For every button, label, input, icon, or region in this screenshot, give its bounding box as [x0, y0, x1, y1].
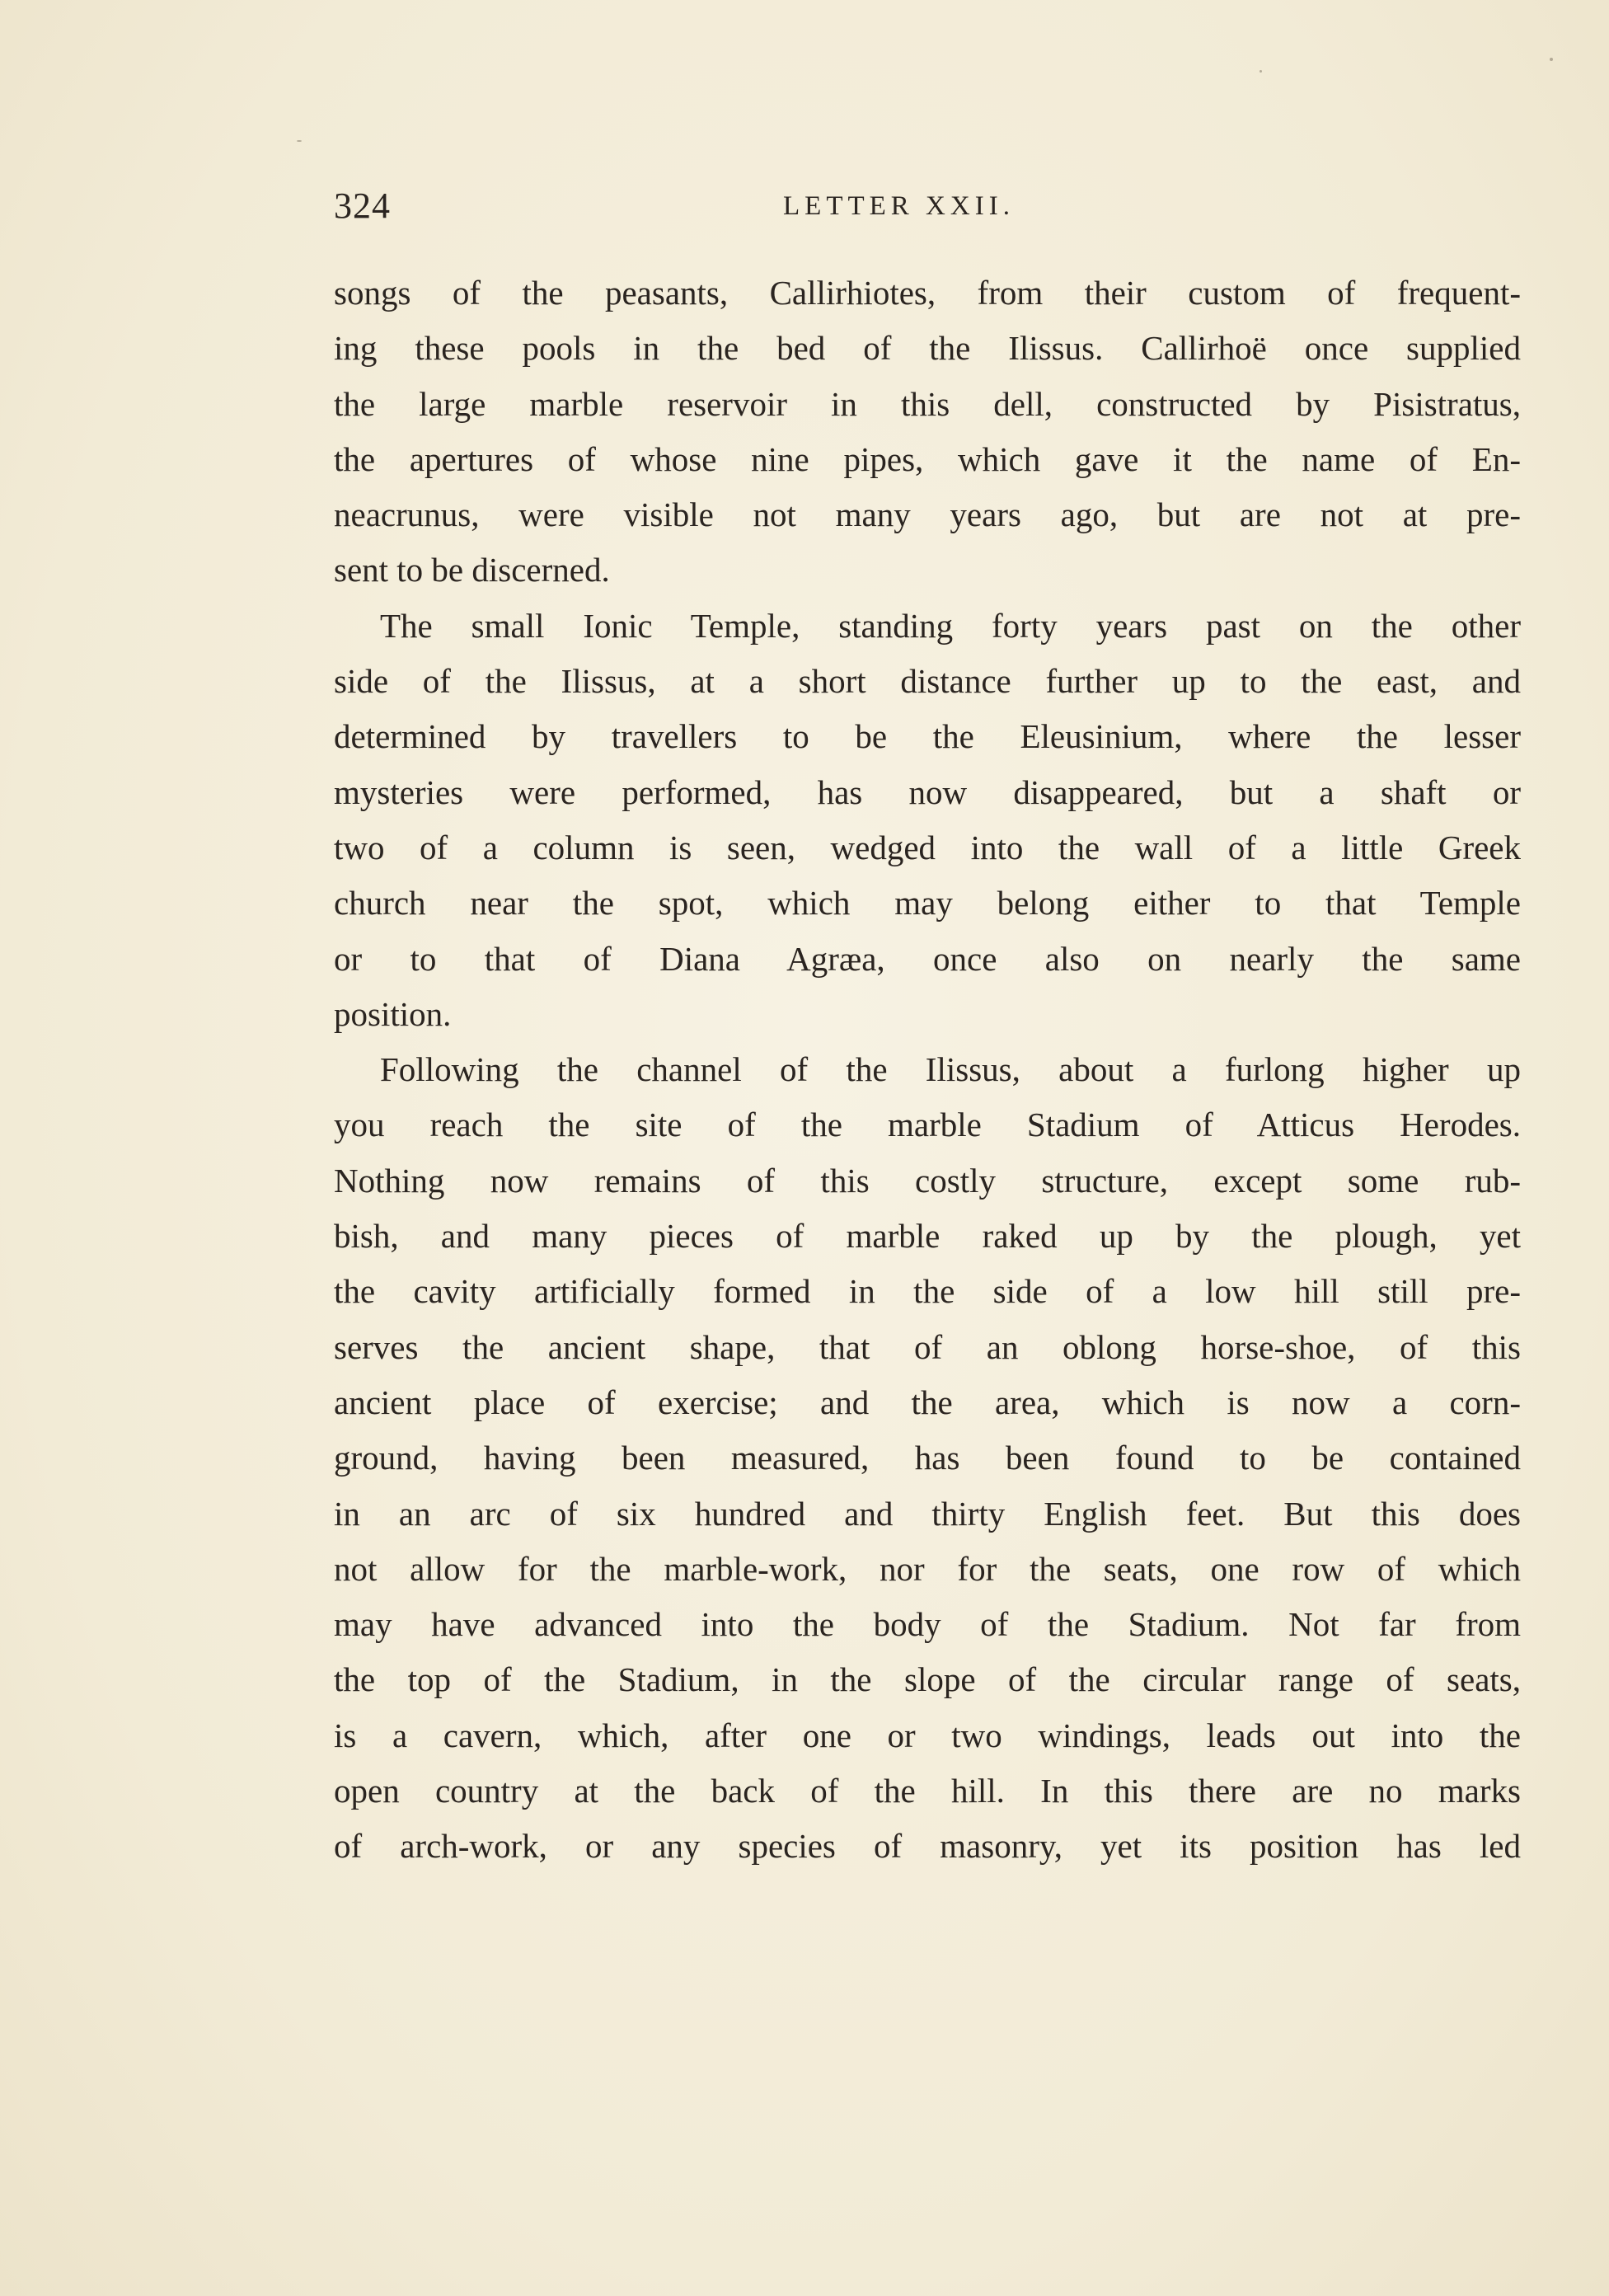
text-line: the apertures of whose nine pipes, which gave it the name of En-: [334, 439, 1521, 478]
text-line: church near the spot, which may belong either to that Temple: [334, 884, 1521, 923]
text-line: Nothing now remains of this costly structure, except some rub-: [334, 1161, 1521, 1200]
text-line: side of the Ilissus, at a short distance further up to the east, and: [334, 662, 1521, 701]
text-line: position.: [334, 994, 452, 1033]
text-line: the large marble reservoir in this dell, constructed by Pisistratus,: [334, 384, 1521, 423]
text-line: the top of the Stadium, in the slope of the circular range of seats,: [334, 1660, 1521, 1699]
text-line: you reach the site of the marble Stadium of Atticus Herodes.: [334, 1106, 1521, 1144]
text-line: ancient place of exercise; and the area, which is now a corn-: [334, 1383, 1521, 1421]
text-line: two of a column is seen, wedged into the wall of a little Greek: [334, 828, 1521, 866]
text-line: ing these pools in the bed of the Ilissus. Callirhoë once supplied: [334, 329, 1521, 368]
text-line: neacrunus, were visible not many years ago, but are not at pre-: [334, 495, 1521, 534]
text-line: ground, having been measured, has been found to be contained: [334, 1439, 1521, 1477]
paper-speck: [297, 140, 302, 142]
paper-speck: [1260, 70, 1262, 73]
paper-speck: [1550, 58, 1553, 61]
text-line: in an arc of six hundred and thirty English feet. But this does: [334, 1494, 1521, 1533]
text-line: serves the ancient shape, that of an oblong horse-shoe, of this: [334, 1327, 1521, 1366]
text-line: Following the channel of the Ilissus, about a furlong higher up: [380, 1050, 1521, 1089]
body-text: [334, 265, 1521, 1875]
text-line: determined by travellers to be the Eleusinium, where the lesser: [334, 717, 1521, 756]
text-line: sent to be discerned.: [334, 551, 610, 589]
text-line: open country at the back of the hill. In this there are no marks: [334, 1772, 1521, 1810]
text-line: or to that of Diana Agræa, once also on nearly the same: [334, 939, 1521, 978]
text-line: The small Ionic Temple, standing forty years past on the other: [380, 606, 1521, 645]
text-line: of arch-work, or any species of masonry, yet its position has led: [334, 1827, 1521, 1866]
page-header: [334, 181, 1521, 231]
text-line: not allow for the marble-work, nor for the seats, one row of which: [334, 1549, 1521, 1588]
running-head: LETTER XXII.: [783, 191, 1015, 221]
text-line: songs of the peasants, Callirhiotes, from their custom of frequent-: [334, 274, 1521, 312]
text-line: is a cavern, which, after one or two windings, leads out into the: [334, 1716, 1521, 1754]
text-line: bish, and many pieces of marble raked up by the plough, yet: [334, 1217, 1521, 1256]
text-line: mysteries were performed, has now disappeared, but a shaft or: [334, 772, 1521, 811]
text-line: the cavity artificially formed in the side of a low hill still pre-: [334, 1272, 1521, 1311]
page-number: 324: [334, 185, 391, 226]
text-line: may have advanced into the body of the Stadium. Not far from: [334, 1605, 1521, 1644]
